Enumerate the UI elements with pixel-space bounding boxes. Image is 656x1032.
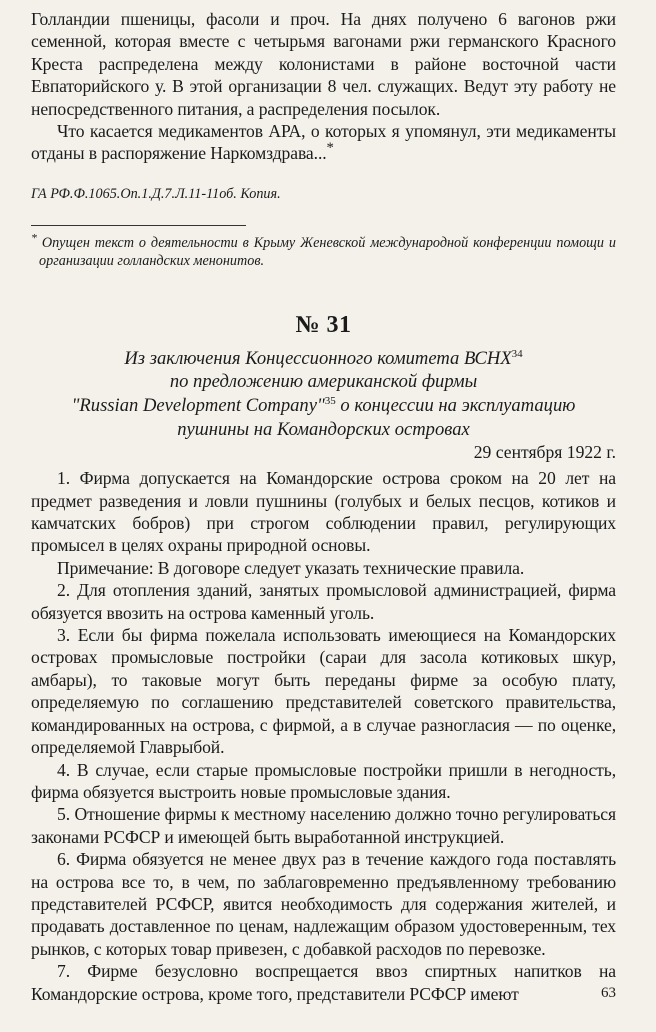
footnote-reference: * [326, 140, 334, 157]
footnote-divider [31, 225, 246, 226]
document-number: № 31 [295, 311, 352, 338]
title-line-2: по предложению американской фирмы [169, 371, 478, 393]
footnote-text: Опущен текст о деятельности в Крыму Женевской международной конференции помощи и организации голландских менонитов. [36, 234, 616, 269]
clause-7: 7. Фирме безусловно воспрещается ввоз спиртных напитков на Командорские острова, кроме того, представители РСФСР имеют [31, 961, 616, 1004]
clause-1: 1. Фирма допускается на Командорские острова сроком на 20 лет на предмет разведения и ловли пушнины (голубых и белых песцов, котиков и камчатских бобров) при строгом соблюдении правил, регулирующих промысел в целях охраны природной основы. [31, 468, 616, 556]
title-endnote-35: 35 [324, 394, 336, 407]
document-title [31, 347, 616, 441]
title-endnote-34: 34 [511, 347, 523, 360]
document-date: 29 сентября 1922 г. [473, 442, 616, 463]
medicaments-paragraph [31, 120, 616, 165]
title-line-1: Из заключения Концессионного комитета ВСНХ [124, 347, 512, 369]
title-line-3b: о концессии на эксплуатацию [335, 395, 576, 417]
clause-6: 6. Фирма обязуется не менее двух раз в течение каждого года поставлять на острова все то, в чем, по заблаговременно предъявленному требованию представителей РСФСР, явится необходимость для содержания жителей, и продавать доставленное по ценам, надлежащим образом удостоверенным, тех рынков, с которых товар привезен, с добавкой расходов по перевозке. [31, 849, 616, 959]
footnote-mark: * [31, 230, 37, 245]
medicaments-text: Что касается медикаментов АРА, о которых я упомянул, эти медикаменты отданы в распоряжение Наркомздрава... [31, 121, 616, 164]
clause-4: 4. В случае, если старые промысловые постройки пришли в негодность, фирма обязуется выстроить новые промысловые здания. [31, 759, 616, 802]
title-line-4: пушнины на Командорских островах [177, 418, 470, 440]
clause-2: 2. Для отопления зданий, занятых промысловой администрацией, фирма обязуется ввозить на острова каменный уголь. [31, 580, 616, 623]
archive-source: ГА РФ.Ф.1065.Оп.1.Д.7.Л.11-11об. Копия. [31, 185, 281, 202]
clause-3: 3. Если бы фирма пожелала использовать имеющиеся на Командорских островах промысловые постройки (сараи для засола котиковых шкур, амбары), то таковые могут быть переданы фирме за особую плату, определяемую по соглашению представителей советского правительства, командированных на острова, с фирмой, а в случае разногласия — по оценке, определяемой Главрыбой. [31, 625, 616, 758]
continued-paragraph: Голландии пшеницы, фасоли и проч. На днях получено 6 вагонов ржи семенной, которая вместе с четырьмя вагонами ржи германского Красного Креста распределена между колонистами в районе восточной части Евпаторийского у. В этой организации 8 чел. служащих. Ведут эту работу не непосредственного питания, а распределения посылок. [31, 9, 616, 119]
clause-note: Примечание: В договоре следует указать технические правила. [57, 557, 525, 578]
clause-5: 5. Отношение фирмы к местному населению должно точно регулироваться законами РСФСР и имеющей быть выработанной инструкцией. [31, 804, 616, 847]
footnote [31, 230, 616, 270]
page-number: 63 [601, 985, 616, 1001]
title-line-3a: "Russian Development Company" [71, 395, 325, 417]
